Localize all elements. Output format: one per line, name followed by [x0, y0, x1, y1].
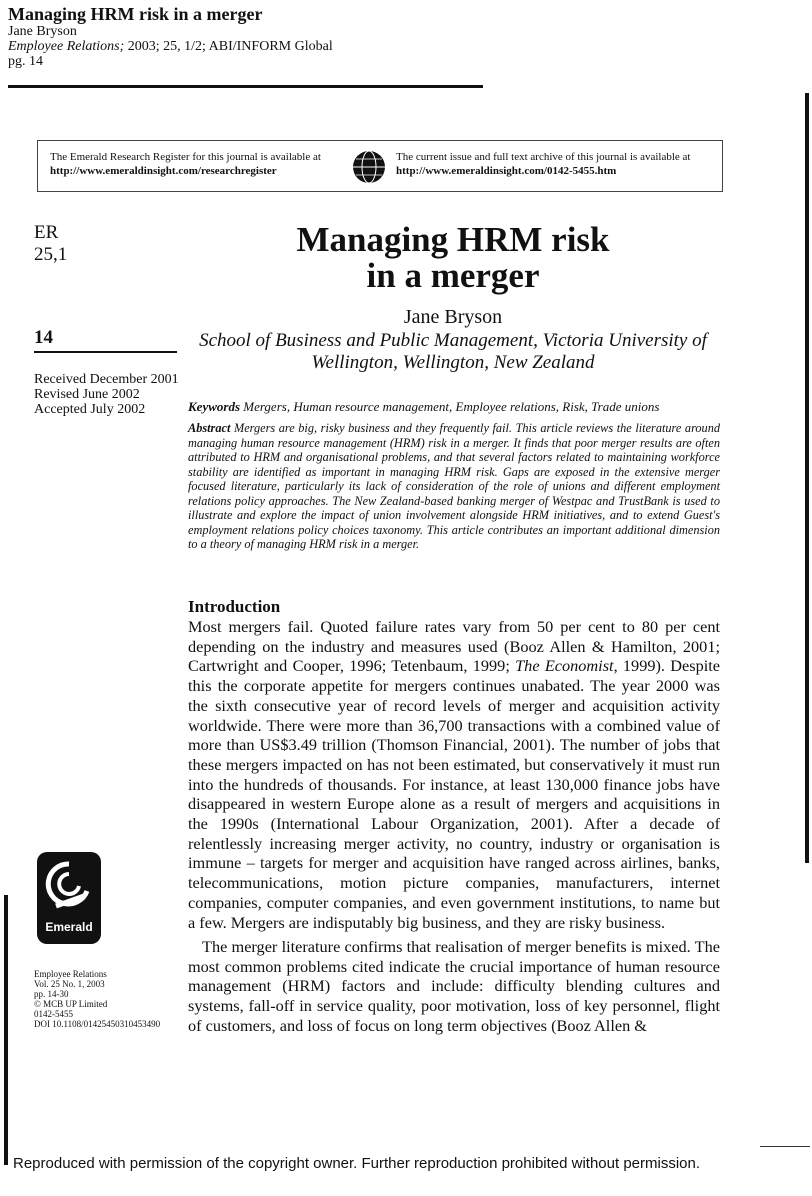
revised-date: Revised June 2002 — [34, 387, 140, 402]
journal-info-line: DOI 10.1108/01425450310453490 — [34, 1019, 161, 1029]
intro-heading: Introduction — [188, 597, 281, 616]
header-citation — [8, 39, 488, 54]
accepted-date: Accepted July 2002 — [34, 402, 146, 417]
register-left-text: The Emerald Research Register for this journal is available at — [50, 151, 321, 163]
header-page: pg. 14 — [8, 54, 43, 69]
received-date: Received December 2001 — [34, 372, 179, 387]
permission-notice: Reproduced with permission of the copyright owner. Further reproduction prohibited without permission. — [13, 1155, 701, 1172]
bottom-rule — [760, 1146, 810, 1147]
globe-icon — [351, 149, 387, 185]
emerald-logo — [37, 852, 101, 944]
register-right-text: The current issue and full text archive of this journal is available at — [396, 151, 691, 163]
register-left-url[interactable]: http://www.emeraldinsight.com/researchregister — [50, 165, 277, 177]
paragraph-2: The merger literature confirms that realisation of merger benefits is mixed. The most common problems cited indicate the crucial importance of human resource management (HRM) factors and include: difficulty blending cultures and systems, fall-off in service quality, poor motivation, loss of key personnel, flight of customers, and loss of focus on long term objectives (Booz Allen & — [188, 937, 720, 1035]
paragraph-1 — [188, 617, 720, 932]
page-number-rule — [34, 351, 177, 353]
emerald-logo-icon — [44, 858, 94, 916]
journal-info-line: pp. 14-30 — [34, 989, 69, 999]
left-margin-bar — [4, 895, 8, 1165]
emerald-logo-label: Emerald — [45, 920, 93, 934]
journal-code — [34, 222, 67, 266]
header-journal: Employee Relations; — [8, 39, 125, 54]
affiliation-line-1: School of Business and Public Management, Victoria University of — [199, 330, 707, 351]
paragraph-1-italic: The Economist — [515, 656, 614, 676]
submission-dates — [34, 372, 179, 417]
header-rule — [8, 85, 483, 88]
paragraph-1-b: , 1999). Despite this the corporate appetite for mergers continues unabated. The year 2000 was the sixth consecutive year of record levels of merger and acquisition activity worldwide. There were more than 36,700 transactions with a combined value of more than US$3.49 trillion (Thomson Financial, 2001). The number of jobs that these mergers impacted on has not been estimated, but conservatively it must run into the hundreds of thousands. For instance, at least 130,000 finance jobs have disappeared in western Europe alone as a result of mergers and acquisitions in the 1990s (International Labour Organization, 2001). After a decade of relentlessly increasing merger activity, no country, industry or organisation is immune – targets for merger and acquisition have ranged across airlines, banks, telecommunications, motion picture companies, manufacturers, internet companies, computer companies, and even government institutions, to name but a few. Mergers are indisputably big business, and they are risky business. — [188, 656, 720, 932]
header-author: Jane Bryson — [8, 24, 77, 39]
journal-info-line: Vol. 25 No. 1, 2003 — [34, 979, 105, 989]
keywords-text: Mergers, Human resource management, Employee relations, Risk, Trade unions — [240, 399, 660, 414]
header-title: Managing HRM risk in a merger — [8, 4, 263, 24]
paragraph-1-a: Most mergers fail. Quoted failure rates vary from 50 per cent to 80 per cent depending on the industry and measures used (Booz Allen & Hamilton, 2001; Cartwright and Cooper, 1996; Tetenbaum, 1999; — [188, 617, 720, 676]
affiliation-line-2: Wellington, Wellington, New Zealand — [311, 352, 595, 373]
page-number: 14 — [34, 327, 53, 348]
register-right-url[interactable]: http://www.emeraldinsight.com/0142-5455.htm — [396, 165, 617, 177]
journal-abbrev: ER — [34, 222, 59, 243]
register-right — [396, 150, 726, 178]
journal-info — [34, 969, 160, 1029]
keywords — [188, 399, 720, 415]
right-margin-bar — [805, 93, 809, 863]
abstract-text: Mergers are big, risky business and they frequently fail. This article reviews the literature around managing human resource management (HRM) risk in a merger. It finds that poor merger results are often attributed to HRM and organisational problems, and that several factors related to maintaining workforce stability are identified as important in managing HRM risk. Gaps are exposed in the extensive merger focused literature, particularly its lack of consideration of the role of unions and different employment relations policy approaches. The New Zealand-based banking merger of Westpac and TrustBank is used to illustrate and explore the impact of union involvement alongside HRM initiatives, and to extend Guest's employment relations policy choices taxonomy. This article contributes an important additional dimension to a theory of managing HRM risk in a merger. — [188, 421, 720, 551]
journal-info-line: © MCB UP Limited — [34, 999, 108, 1009]
keywords-label: Keywords — [188, 399, 240, 414]
journal-volume: 25,1 — [34, 244, 68, 265]
citation-header — [8, 4, 488, 69]
register-left — [50, 150, 370, 178]
header-citation-rest: 2003; 25, 1/2; ABI/INFORM Global — [124, 39, 333, 54]
title-line-1: Managing HRM risk — [296, 220, 610, 259]
article-author: Jane Bryson — [403, 306, 503, 328]
journal-info-line: Employee Relations — [34, 969, 107, 979]
title-line-2: in a merger — [366, 256, 540, 295]
abstract — [188, 421, 720, 552]
article-affiliation — [188, 330, 718, 374]
journal-info-line: 0142-5455 — [34, 1009, 73, 1019]
register-box — [37, 140, 723, 192]
article-title — [188, 222, 718, 294]
abstract-label: Abstract — [188, 421, 231, 435]
